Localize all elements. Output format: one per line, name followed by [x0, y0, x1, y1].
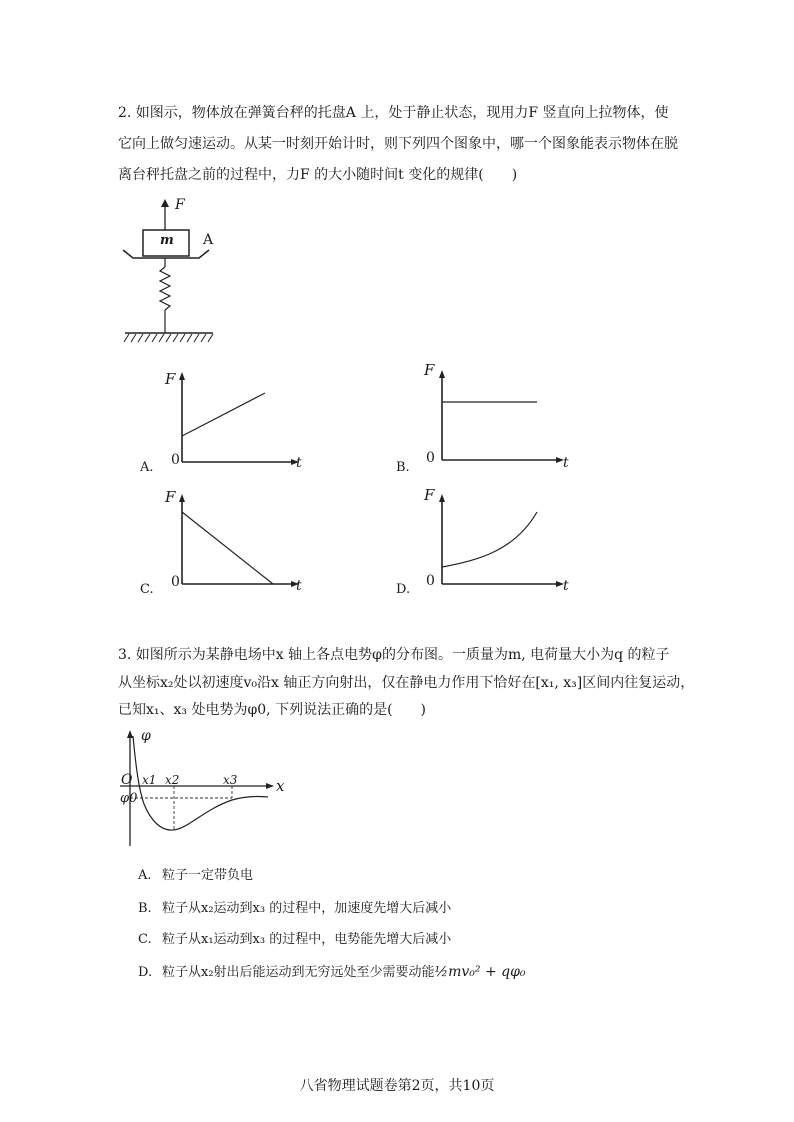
graph-c-origin: 0 — [171, 574, 180, 590]
graph-a-xlabel: t — [296, 455, 302, 471]
graph-d-curve — [442, 512, 537, 567]
graph-a-letter: A. — [140, 460, 154, 475]
option-c-text: 粒子从x₁运动到x₃ 的过程中，电势能先增大后减小 — [162, 932, 452, 947]
force-label: F — [175, 197, 185, 213]
potential-origin: O — [121, 772, 133, 788]
graph-c-axes — [175, 492, 305, 592]
option-d-letter: D. — [138, 965, 153, 980]
q3-text-line1: 3. 如图所示为某静电场中x 轴上各点电势φ的分布图。一质量为m, 电荷量大小为q 的粒子 — [118, 647, 670, 663]
option-c[interactable] — [138, 928, 451, 947]
potential-graph — [118, 728, 288, 853]
graph-a-origin: 0 — [171, 452, 180, 468]
graph-a-curve — [182, 393, 265, 436]
x2-label: x2 — [165, 773, 180, 787]
option-a-text: 粒子一定带负电 — [162, 868, 254, 883]
page-footer: 八省物理试题卷第2页，共10页 — [299, 1078, 495, 1094]
q2-text-line2: 它向上做匀速运动。从某一时刻开始计时，则下列四个图象中，哪一个图象能表示物体在脱 — [118, 136, 678, 152]
option-a[interactable] — [138, 864, 253, 883]
option-b-letter: B. — [138, 901, 152, 916]
graph-a-ylabel: F — [165, 370, 176, 388]
graph-c-curve — [182, 512, 273, 584]
option-b-text: 粒子从x₂运动到x₃ 的过程中，加速度先增大后减小 — [162, 901, 452, 916]
graph-d-xlabel: t — [563, 578, 569, 594]
option-d-formula: ½mv₀² + qφ₀ — [434, 964, 526, 980]
x3-label: x3 — [223, 773, 238, 787]
mass-label: m — [160, 233, 174, 248]
graph-c-ylabel: F — [165, 488, 176, 506]
q3-text-line2: 从坐标x₂处以初速度v₀沿x 轴正方向射出，仅在静电力作用下恰好在[x₁, x₃]区间内往复运动， — [118, 675, 695, 691]
option-c-letter: C. — [138, 932, 152, 947]
x1-label: x1 — [142, 773, 157, 787]
graph-d-origin: 0 — [426, 573, 435, 589]
q2-text-line1: 2. 如图示，物体放在弹簧台秤的托盘A 上，处于静止状态，现用力F 竖直向上拉物体，使 — [118, 105, 669, 121]
spring-scale-figure — [115, 195, 225, 350]
graph-a-axes — [175, 370, 305, 470]
graph-b-xlabel: t — [563, 455, 569, 471]
phi0-label: φ0 — [120, 791, 138, 806]
graph-d-axes — [435, 492, 570, 592]
option-d-text: 粒子从x₂射出后能运动到无穷远处至少需要动能 — [162, 965, 435, 980]
graph-b-axes — [435, 368, 570, 468]
q2-text-line3: 离台秤托盘之前的过程中，力F 的大小随时间t 变化的规律( ) — [118, 167, 518, 183]
graph-c-xlabel: t — [296, 578, 302, 594]
plate-label: A — [203, 232, 214, 248]
q3-text-line3: 已知x₁、x₃ 处电势为φ0, 下列说法正确的是( ) — [118, 702, 426, 718]
graph-d-letter: D. — [396, 582, 411, 597]
graph-d-ylabel: F — [424, 486, 435, 504]
graph-b-ylabel: F — [424, 361, 435, 379]
option-d[interactable] — [138, 961, 526, 980]
graph-b-letter: B. — [396, 460, 410, 475]
graph-b-origin: 0 — [426, 450, 435, 466]
graph-c-letter: C. — [140, 582, 154, 597]
potential-ylabel: φ — [141, 728, 151, 744]
option-b[interactable] — [138, 897, 451, 916]
option-a-letter: A. — [138, 868, 152, 883]
potential-xlabel: x — [276, 777, 285, 795]
